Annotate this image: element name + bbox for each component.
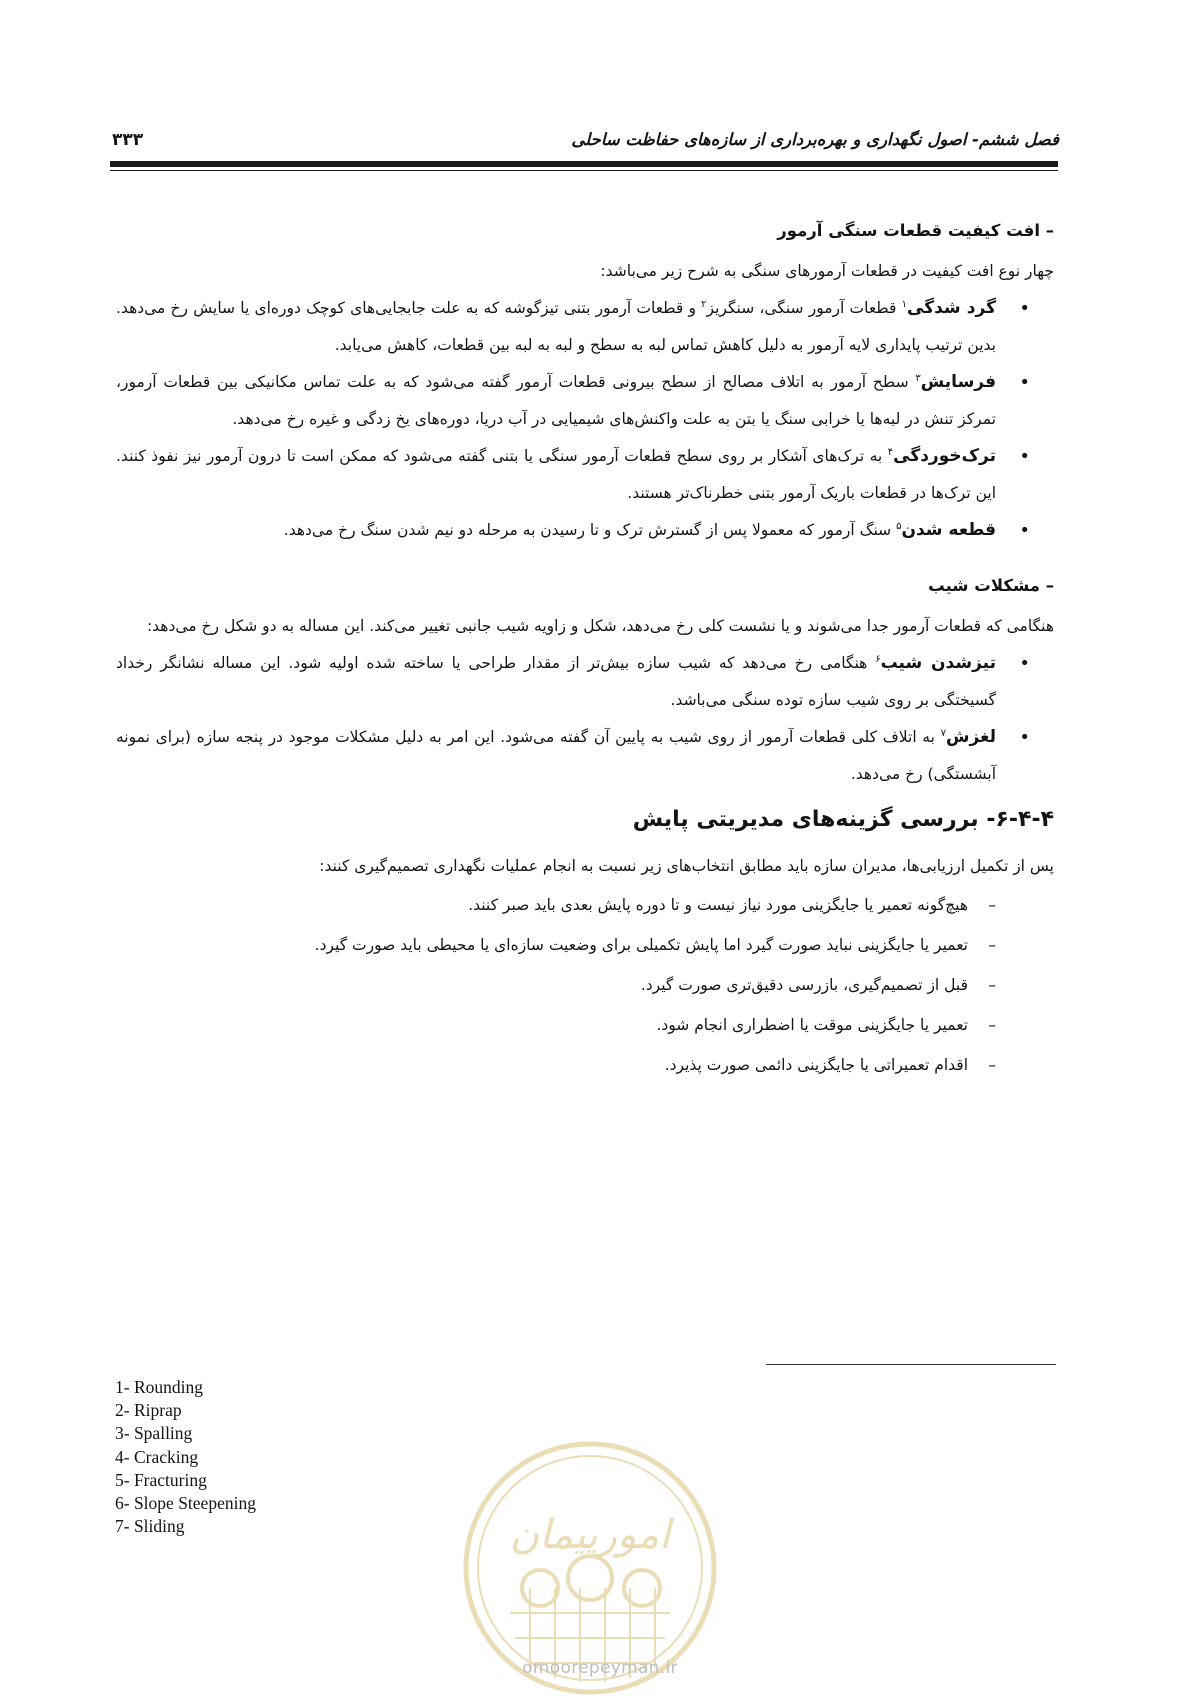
item-text: و قطعات آرمور بتنی تیزگوشه که به علت جابجایی‌های کوچک دوره‌ای یا سایش رخ می‌دهد. بدین ترتیب پایداری لایه آرمور به دلیل کاهش تماس لبه به سطح و لبه به لبه بین قطعات، کاهش می‌یابد.	[116, 299, 996, 354]
list-item: – تعمیر یا جایگزینی نباید صورت گیرد اما پایش تکمیلی برای وضعیت سازه‌ای یا محیطی باید صورت گیرد.	[116, 925, 1054, 965]
section-title: ۶-۴-۴- بررسی گزینه‌های مدیریتی پایش	[632, 807, 1054, 832]
footnotes	[115, 1376, 256, 1538]
header-rule-thick	[110, 161, 1058, 167]
term-cracking: ترک‌خوردگی	[893, 446, 996, 466]
list-item	[116, 290, 1054, 364]
footnote-ref: ۳	[915, 372, 921, 384]
list-item	[116, 512, 1054, 549]
footnote: 5- Fracturing	[115, 1469, 207, 1490]
item-text: هنگامی رخ می‌دهد که شیب سازه بیش‌تر از مقدار طراحی یا ساخته شده اولیه شود. این مساله نشانگر رخداد گسیختگی بر روی شیب سازه توده سنگی می‌باشد.	[116, 654, 996, 709]
footnote-ref: ۷	[940, 727, 946, 739]
footnote-ref: ۱	[901, 298, 907, 310]
slope-problems-heading: – مشکلات شیب	[928, 576, 1054, 595]
header-rule-thin	[110, 170, 1058, 171]
footnote-ref: ۶	[875, 653, 881, 665]
armor-quality-heading: – افت کیفیت قطعات سنگی آرمور	[777, 221, 1054, 240]
footnote: 7- Sliding	[115, 1516, 185, 1537]
page-header-title: فصل ششم- اصول نگهداری و بهره‌برداری از سازه‌های حفاظت ساحلی	[571, 130, 1059, 149]
slope-problems-intro: هنگامی که قطعات آرمور جدا می‌شوند و یا نشست کلی رخ می‌دهد، شکل و زاویه شیب جانبی تغییر می‌کند. این مساله به دو شکل رخ می‌دهد:	[146, 617, 1054, 635]
list-item: – تعمیر یا جایگزینی موقت یا اضطراری انجام شود.	[116, 1005, 1054, 1045]
armor-quality-list	[116, 290, 1054, 549]
term-slope-steepening: تیزشدن شیب	[880, 653, 996, 673]
list-item: – قبل از تصمیم‌گیری، بازرسی دقیق‌تری صورت گیرد.	[116, 965, 1054, 1005]
footnote: 1- Rounding	[115, 1377, 203, 1397]
item-text: سطح آرمور به اتلاف مصالح از سطح بیرونی قطعات آرمور گفته می‌شود که به علت تماس مکانیکی بین قطعات آرمور، تمرکز تنش در لبه‌ها یا خرابی سنگ یا بتن به علت واکنش‌های شیمیایی در آب دریا، دوره‌های یخ زدگی و غیره رخ می‌دهد.	[116, 373, 996, 428]
list-item: – اقدام تعمیراتی یا جایگزینی دائمی صورت پذیرد.	[116, 1045, 1054, 1085]
term-spalling: فرسایش	[920, 372, 996, 392]
footnote-ref: ۵	[896, 520, 902, 532]
footnote-ref: ۲	[701, 298, 707, 310]
footnote: 3- Spalling	[115, 1423, 193, 1444]
item-text: به اتلاف کلی قطعات آرمور از روی شیب به پایین آن گفته می‌شود. این امر به دلیل مشکلات موجود در پنجه سازه (برای نمونه آبشستگی) رخ می‌دهد.	[116, 728, 996, 783]
slope-problems-list	[116, 645, 1054, 793]
main-content	[116, 212, 1054, 1085]
item-text: سنگ آرمور که معمولا پس از گسترش ترک و تا رسیدن به مرحله دو نیم شدن سنگ رخ می‌دهد.	[283, 521, 897, 539]
footnote: 2- Riprap	[115, 1400, 182, 1421]
footnote-separator	[766, 1364, 1056, 1365]
list-item	[116, 719, 1054, 793]
footnote-ref: ۴	[887, 446, 894, 458]
item-text: قطعات آرمور سنگی، سنگریز	[706, 299, 902, 317]
term-sliding: لغزش	[945, 727, 996, 747]
list-item	[116, 438, 1054, 512]
list-item	[116, 645, 1054, 719]
watermark-site: omoorepeyman.ir	[522, 1658, 678, 1678]
term-rounding: گرد شدگی	[907, 298, 996, 318]
term-fracturing: قطعه شدن	[901, 520, 996, 540]
item-text: به ترک‌های آشکار بر روی سطح قطعات آرمور سنگی یا بتنی گفته می‌شود که ممکن است تا درون آرمور نیز نفوذ کنند. این ترک‌ها در قطعات باریک آرمور بتنی خطرناک‌تر هستند.	[116, 447, 996, 502]
list-item	[116, 364, 1054, 438]
armor-quality-intro: چهار نوع افت کیفیت در قطعات آرمورهای سنگی به شرح زیر می‌باشد:	[600, 262, 1054, 280]
footnote: 6- Slope Steepening	[115, 1493, 256, 1514]
management-options-list	[116, 885, 1054, 1085]
list-item: – هیچ‌گونه تعمیر یا جایگزینی مورد نیاز نیست و تا دوره پایش بعدی باید صبر کنند.	[116, 885, 1054, 925]
watermark-logo-text: امورپیمان	[509, 1512, 671, 1558]
footnote: 4- Cracking	[115, 1446, 199, 1467]
page-number: ۳۳۳	[112, 130, 144, 150]
management-intro: پس از تکمیل ارزیابی‌ها، مدیران سازه باید مطابق انتخاب‌های زیر نسبت به انجام عملیات نگهداری تصمیم‌گیری کنند:	[319, 857, 1054, 875]
